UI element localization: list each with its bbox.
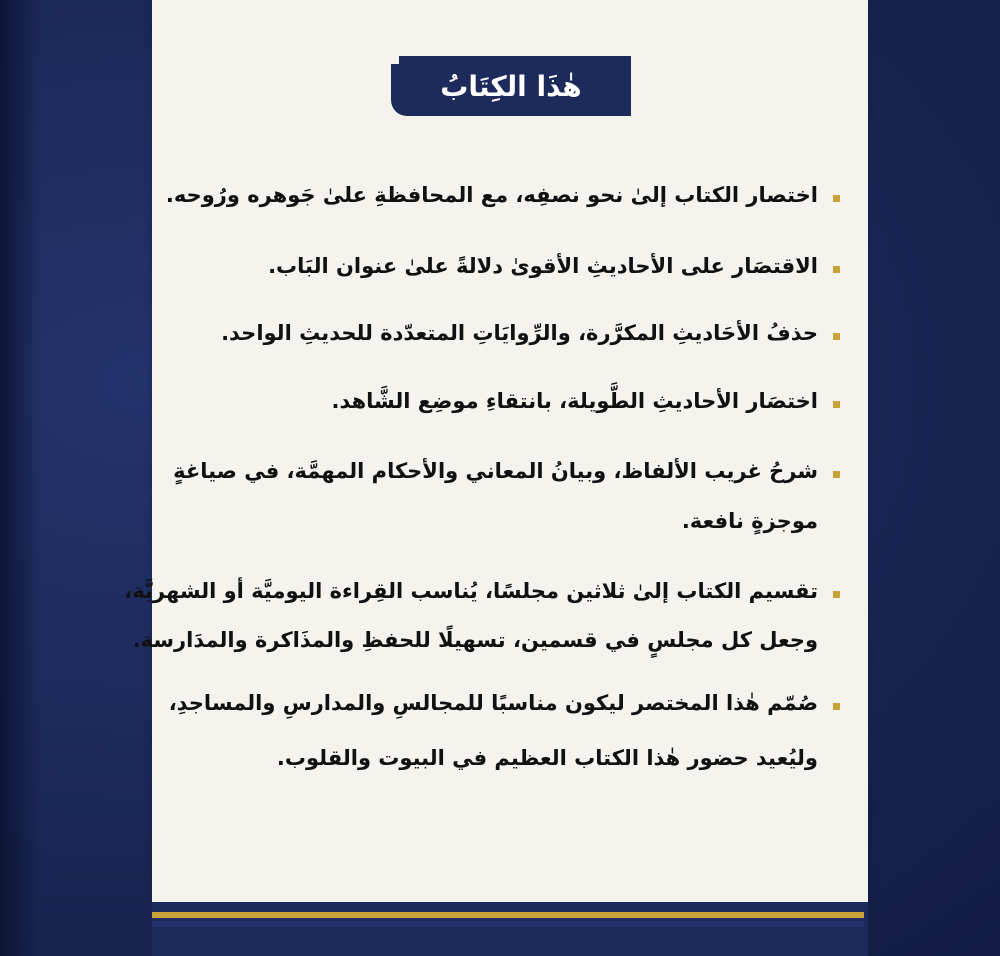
bullet-square-icon bbox=[833, 471, 840, 478]
heading-title: هٰذَا الكِتَابُ bbox=[440, 69, 582, 103]
feature-line: موجزةٍ نافعة. bbox=[681, 509, 818, 533]
bullet-square-icon bbox=[833, 195, 840, 202]
bullet-square-icon bbox=[833, 703, 840, 710]
bullet-square-icon bbox=[833, 266, 840, 273]
gold-divider bbox=[152, 912, 864, 918]
feature-line: وجعل كل مجلسٍ في قسمين، تسهيلًا للحفظِ والمذَاكرة والمدَارسة. bbox=[132, 628, 818, 652]
spine-shadow bbox=[0, 0, 40, 956]
heading-banner bbox=[391, 56, 631, 116]
feature-line: حذفُ الأحَاديثِ المكرَّرة، والرِّوايَاتِ المتعدّدة للحديثِ الواحد. bbox=[221, 321, 818, 345]
bullet-square-icon bbox=[833, 591, 840, 598]
feature-line: شرحُ غريب الألفاظ، وبيانُ المعاني والأحكام المهمَّة، في صياغةٍ bbox=[173, 459, 818, 483]
feature-line: اختصَار الأحاديثِ الطَّويلة، بانتقاءِ موضِع الشَّاهد. bbox=[331, 389, 818, 413]
feature-line: اختصار الكتاب إلىٰ نحو نصفِه، مع المحافظةِ علىٰ جَوهره ورُوحه. bbox=[165, 183, 818, 207]
bullet-square-icon bbox=[833, 401, 840, 408]
navy-divider bbox=[152, 921, 864, 927]
feature-line: صُمّم هٰذا المختصر ليكون مناسبًا للمجالسِ والمدارسِ والمساجدِ، bbox=[168, 691, 818, 715]
feature-line: الاقتصَار على الأحاديثِ الأقوىٰ دلالةً علىٰ عنوان البَاب. bbox=[268, 254, 818, 278]
feature-line: وليُعيد حضور هٰذا الكتاب العظيم في البيوت والقلوب. bbox=[276, 746, 818, 770]
feature-line: تقسيم الكتاب إلىٰ ثلاثين مجلسًا، يُناسب القِراءة اليوميَّة أو الشهريَّة، bbox=[124, 579, 818, 603]
footer-band bbox=[152, 902, 868, 956]
bullet-square-icon bbox=[833, 333, 840, 340]
